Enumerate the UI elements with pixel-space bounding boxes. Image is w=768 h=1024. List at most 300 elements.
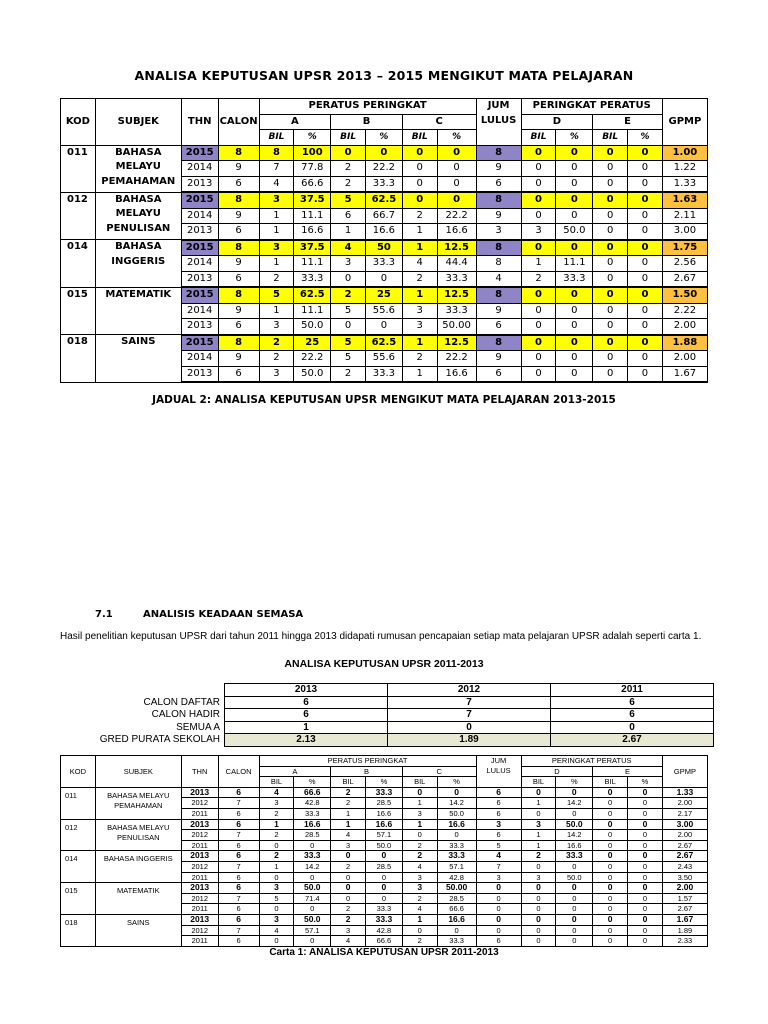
- gpmp-cell: 1.89: [662, 925, 707, 936]
- value-cell: 0: [437, 145, 476, 161]
- value-cell: 62.5: [365, 192, 402, 208]
- value-cell: 8: [218, 335, 259, 351]
- header-c: C: [402, 114, 476, 130]
- value-cell: 0: [556, 787, 593, 798]
- value-cell: 0: [521, 914, 556, 925]
- summary-year: 2013: [225, 684, 388, 697]
- value-cell: 0: [259, 872, 294, 883]
- value-cell: 14.2: [294, 861, 331, 872]
- value-cell: 0: [521, 787, 556, 798]
- header-bil: BIL: [331, 777, 366, 788]
- value-cell: 0: [593, 883, 628, 894]
- header-thn: THN: [181, 99, 218, 146]
- summary-row: [94, 709, 714, 722]
- value-cell: 66.6: [365, 936, 402, 947]
- value-cell: 0: [556, 925, 593, 936]
- value-cell: 2: [402, 351, 437, 367]
- table-row: [61, 819, 708, 830]
- gpmp-cell: 1.33: [662, 787, 707, 798]
- value-cell: 6: [476, 176, 521, 192]
- value-cell: 6: [331, 208, 366, 224]
- subject-name: BAHASA MELAYU PENULISAN: [95, 819, 181, 851]
- gpmp-cell: 2.00: [662, 883, 707, 894]
- value-cell: 5: [259, 893, 294, 904]
- value-cell: 0: [556, 145, 593, 161]
- value-cell: 0: [437, 176, 476, 192]
- header-row: [61, 99, 708, 115]
- year-cell: 2013: [181, 271, 218, 287]
- results-table-2011-2013: [60, 755, 708, 947]
- value-cell: 57.1: [294, 925, 331, 936]
- value-cell: 42.8: [294, 798, 331, 809]
- value-cell: 33.3: [365, 904, 402, 915]
- value-cell: 0: [521, 145, 556, 161]
- value-cell: 0: [365, 872, 402, 883]
- value-cell: 0: [593, 914, 628, 925]
- value-cell: 28.5: [365, 798, 402, 809]
- value-cell: 3: [259, 240, 294, 256]
- value-cell: 0: [259, 904, 294, 915]
- gpmp-cell: 1.57: [662, 893, 707, 904]
- value-cell: 0: [593, 840, 628, 851]
- value-cell: 0: [556, 936, 593, 947]
- value-cell: 66.6: [437, 904, 476, 915]
- subject-name: BAHASA INGGERIS: [95, 240, 181, 288]
- value-cell: 3: [259, 366, 294, 382]
- value-cell: 2: [402, 840, 437, 851]
- value-cell: 0: [628, 208, 663, 224]
- value-cell: 3: [259, 883, 294, 894]
- summary-value: 0: [388, 721, 551, 734]
- value-cell: 8: [259, 145, 294, 161]
- value-cell: 0: [628, 808, 663, 819]
- value-cell: 0: [365, 271, 402, 287]
- value-cell: 33.3: [437, 936, 476, 947]
- subject-code: 012: [61, 192, 96, 240]
- value-cell: 3: [331, 840, 366, 851]
- year-cell: 2015: [181, 145, 218, 161]
- gpmp-cell: 3.50: [662, 872, 707, 883]
- value-cell: 33.3: [294, 851, 331, 862]
- value-cell: 0: [628, 366, 663, 382]
- value-cell: 0: [556, 904, 593, 915]
- value-cell: 8: [476, 240, 521, 256]
- value-cell: 1: [331, 819, 366, 830]
- value-cell: 2: [402, 893, 437, 904]
- value-cell: 33.3: [437, 303, 476, 319]
- value-cell: 16.6: [294, 224, 331, 240]
- header-subjek: SUBJEK: [95, 756, 181, 788]
- value-cell: 8: [476, 287, 521, 303]
- value-cell: 0: [521, 925, 556, 936]
- value-cell: 9: [476, 161, 521, 177]
- value-cell: 0: [593, 808, 628, 819]
- gpmp-cell: 2.11: [662, 208, 707, 224]
- header-pct: %: [365, 777, 402, 788]
- value-cell: 0: [365, 319, 402, 335]
- value-cell: 66.6: [294, 787, 331, 798]
- results-table-2013-2015: [60, 98, 708, 383]
- gpmp-cell: 2.22: [662, 303, 707, 319]
- gpmp-cell: 1.22: [662, 161, 707, 177]
- value-cell: 0: [294, 872, 331, 883]
- value-cell: 9: [476, 303, 521, 319]
- gpmp-cell: 2.00: [662, 830, 707, 841]
- value-cell: 0: [556, 351, 593, 367]
- value-cell: 11.1: [294, 256, 331, 272]
- value-cell: 3: [402, 303, 437, 319]
- value-cell: 0: [331, 851, 366, 862]
- value-cell: 0: [556, 914, 593, 925]
- value-cell: 6: [218, 914, 259, 925]
- value-cell: 1: [331, 808, 366, 819]
- value-cell: 0: [331, 145, 366, 161]
- value-cell: 0: [628, 145, 663, 161]
- table-row: [61, 787, 708, 798]
- value-cell: 7: [218, 861, 259, 872]
- gpmp-cell: 1.75: [662, 240, 707, 256]
- value-cell: 0: [259, 936, 294, 947]
- header-pct: %: [628, 777, 663, 788]
- value-cell: 3: [402, 319, 437, 335]
- value-cell: 55.6: [365, 303, 402, 319]
- header-peratus-peringkat: PERATUS PERINGKAT: [259, 99, 476, 115]
- gpmp-cell: 2.00: [662, 319, 707, 335]
- value-cell: 5: [331, 192, 366, 208]
- year-cell: 2012: [181, 830, 218, 841]
- header-bil: BIL: [331, 130, 366, 146]
- value-cell: 1: [259, 819, 294, 830]
- gpmp-cell: 1.67: [662, 366, 707, 382]
- value-cell: 0: [521, 883, 556, 894]
- value-cell: 6: [476, 787, 521, 798]
- chart1-caption: Carta 1: ANALISA KEPUTUSAN UPSR 2011-2013: [269, 947, 499, 958]
- gpmp-cell: 2.43: [662, 861, 707, 872]
- value-cell: 28.5: [294, 830, 331, 841]
- year-cell: 2011: [181, 904, 218, 915]
- section-title: ANALISIS KEADAAN SEMASA: [143, 609, 304, 620]
- value-cell: 0: [521, 351, 556, 367]
- subject-name: BAHASA MELAYU PEMAHAMAN: [95, 145, 181, 192]
- value-cell: 0: [521, 319, 556, 335]
- summary-value: 2.13: [225, 734, 388, 747]
- value-cell: 50.00: [437, 319, 476, 335]
- subject-code: 014: [61, 240, 96, 288]
- value-cell: 2: [331, 904, 366, 915]
- value-cell: 6: [218, 883, 259, 894]
- value-cell: 6: [476, 366, 521, 382]
- value-cell: 3: [402, 808, 437, 819]
- value-cell: 0: [593, 271, 628, 287]
- value-cell: 0: [437, 787, 476, 798]
- subject-code: 011: [61, 145, 96, 192]
- value-cell: 33.3: [365, 787, 402, 798]
- year-cell: 2012: [181, 861, 218, 872]
- gpmp-cell: 2.56: [662, 256, 707, 272]
- value-cell: 1: [402, 224, 437, 240]
- value-cell: 0: [593, 819, 628, 830]
- table-row: [61, 883, 708, 894]
- year-cell: 2014: [181, 161, 218, 177]
- value-cell: 22.2: [437, 208, 476, 224]
- value-cell: 6: [218, 851, 259, 862]
- header-jum-lulus: [476, 99, 521, 146]
- value-cell: 2: [331, 366, 366, 382]
- value-cell: 0: [593, 224, 628, 240]
- gpmp-cell: 1.88: [662, 335, 707, 351]
- header-bil: BIL: [593, 777, 628, 788]
- value-cell: 0: [593, 904, 628, 915]
- value-cell: 0: [521, 808, 556, 819]
- value-cell: 0: [521, 335, 556, 351]
- gpmp-cell: 2.00: [662, 798, 707, 809]
- value-cell: 0: [628, 271, 663, 287]
- header-d: D: [521, 114, 593, 130]
- value-cell: 0: [521, 192, 556, 208]
- value-cell: 6: [218, 819, 259, 830]
- value-cell: 0: [521, 240, 556, 256]
- year-cell: 2011: [181, 808, 218, 819]
- year-cell: 2015: [181, 192, 218, 208]
- value-cell: 1: [259, 303, 294, 319]
- header-bil: BIL: [521, 130, 556, 146]
- value-cell: 3: [476, 224, 521, 240]
- value-cell: 33.3: [365, 366, 402, 382]
- value-cell: 0: [437, 830, 476, 841]
- header-e: E: [593, 114, 663, 130]
- header-jum: JUM: [490, 756, 507, 765]
- year-cell: 2013: [181, 366, 218, 382]
- value-cell: 0: [628, 925, 663, 936]
- value-cell: 57.1: [365, 830, 402, 841]
- gpmp-cell: 2.67: [662, 904, 707, 915]
- value-cell: 0: [556, 303, 593, 319]
- value-cell: 0: [628, 287, 663, 303]
- value-cell: 0: [628, 861, 663, 872]
- value-cell: 2: [331, 798, 366, 809]
- value-cell: 1: [521, 840, 556, 851]
- value-cell: 3: [259, 319, 294, 335]
- value-cell: 3: [331, 925, 366, 936]
- value-cell: 0: [593, 351, 628, 367]
- value-cell: 44.4: [437, 256, 476, 272]
- subject-name: MATEMATIK: [95, 883, 181, 915]
- header-pct: %: [556, 130, 593, 146]
- value-cell: 8: [218, 145, 259, 161]
- table-row: [61, 914, 708, 925]
- value-cell: 6: [476, 319, 521, 335]
- value-cell: 22.2: [365, 161, 402, 177]
- value-cell: 0: [402, 161, 437, 177]
- value-cell: 22.2: [294, 351, 331, 367]
- value-cell: 2: [331, 287, 366, 303]
- value-cell: 2: [331, 861, 366, 872]
- value-cell: 0: [476, 883, 521, 894]
- gpmp-cell: 2.67: [662, 271, 707, 287]
- value-cell: 57.1: [437, 861, 476, 872]
- value-cell: 6: [218, 904, 259, 915]
- value-cell: 62.5: [294, 287, 331, 303]
- value-cell: 1: [402, 914, 437, 925]
- value-cell: 0: [593, 240, 628, 256]
- value-cell: 0: [556, 883, 593, 894]
- header-bil: BIL: [593, 130, 628, 146]
- value-cell: 0: [628, 798, 663, 809]
- header-calon: CALON: [218, 99, 259, 146]
- value-cell: 0: [593, 319, 628, 335]
- subject-code: 011: [61, 787, 96, 819]
- value-cell: 2: [259, 351, 294, 367]
- year-cell: 2014: [181, 256, 218, 272]
- year-cell: 2012: [181, 798, 218, 809]
- value-cell: 6: [218, 936, 259, 947]
- header-gpmp: GPMP: [662, 756, 707, 788]
- table-row: [61, 240, 708, 256]
- value-cell: 1: [402, 819, 437, 830]
- value-cell: 4: [402, 256, 437, 272]
- value-cell: 0: [593, 303, 628, 319]
- value-cell: 0: [593, 145, 628, 161]
- value-cell: 50.0: [294, 319, 331, 335]
- value-cell: 8: [476, 256, 521, 272]
- year-cell: 2013: [181, 224, 218, 240]
- value-cell: 0: [521, 287, 556, 303]
- value-cell: 0: [593, 830, 628, 841]
- value-cell: 0: [593, 192, 628, 208]
- value-cell: 0: [628, 335, 663, 351]
- value-cell: 6: [476, 798, 521, 809]
- value-cell: 1: [259, 224, 294, 240]
- value-cell: 7: [476, 861, 521, 872]
- value-cell: 0: [593, 798, 628, 809]
- value-cell: 0: [556, 366, 593, 382]
- value-cell: 2: [402, 208, 437, 224]
- value-cell: 0: [437, 925, 476, 936]
- value-cell: 9: [218, 208, 259, 224]
- header-calon: CALON: [218, 756, 259, 788]
- value-cell: 0: [521, 303, 556, 319]
- value-cell: 25: [294, 335, 331, 351]
- value-cell: 33.3: [437, 851, 476, 862]
- value-cell: 9: [218, 303, 259, 319]
- value-cell: 8: [218, 192, 259, 208]
- value-cell: 12.5: [437, 240, 476, 256]
- value-cell: 1: [259, 208, 294, 224]
- value-cell: 7: [218, 830, 259, 841]
- year-cell: 2013: [181, 883, 218, 894]
- gpmp-cell: 1.00: [662, 145, 707, 161]
- value-cell: 0: [628, 914, 663, 925]
- value-cell: 0: [556, 335, 593, 351]
- value-cell: 2: [331, 161, 366, 177]
- summary-year: 2012: [388, 684, 551, 697]
- value-cell: 3: [259, 798, 294, 809]
- gpmp-cell: 1.63: [662, 192, 707, 208]
- value-cell: 3: [259, 914, 294, 925]
- value-cell: 6: [218, 808, 259, 819]
- gpmp-cell: 1.50: [662, 287, 707, 303]
- value-cell: 0: [593, 872, 628, 883]
- value-cell: 4: [331, 936, 366, 947]
- value-cell: 2: [259, 335, 294, 351]
- value-cell: 33.3: [556, 271, 593, 287]
- value-cell: 16.6: [437, 914, 476, 925]
- value-cell: 62.5: [365, 335, 402, 351]
- value-cell: 16.6: [437, 819, 476, 830]
- table-row: [61, 287, 708, 303]
- value-cell: 3: [521, 872, 556, 883]
- value-cell: 33.3: [294, 808, 331, 819]
- summary-label: CALON HADIR: [151, 709, 220, 720]
- value-cell: 0: [628, 176, 663, 192]
- subject-name: BAHASA MELAYU PEMAHAMAN: [95, 787, 181, 819]
- value-cell: 50.0: [556, 872, 593, 883]
- value-cell: 6: [476, 808, 521, 819]
- year-cell: 2013: [181, 851, 218, 862]
- value-cell: 7: [218, 798, 259, 809]
- value-cell: 33.3: [437, 271, 476, 287]
- value-cell: 0: [628, 240, 663, 256]
- value-cell: 0: [628, 787, 663, 798]
- subject-name: SAINS: [95, 914, 181, 946]
- value-cell: 1: [402, 335, 437, 351]
- value-cell: 6: [218, 872, 259, 883]
- header-thn: THN: [181, 756, 218, 788]
- summary-value: 6: [551, 709, 714, 722]
- value-cell: 1: [521, 256, 556, 272]
- value-cell: 3: [259, 192, 294, 208]
- table1-caption: JADUAL 2: ANALISA KEPUTUSAN UPSR MENGIKUT MATA PELAJARAN 2013-2015: [152, 394, 616, 406]
- summary-corner: [94, 684, 225, 697]
- value-cell: 0: [628, 883, 663, 894]
- year-cell: 2012: [181, 893, 218, 904]
- header-a: A: [259, 114, 331, 130]
- value-cell: 7: [218, 893, 259, 904]
- value-cell: 1: [402, 287, 437, 303]
- subject-name: BAHASA INGGERIS: [95, 851, 181, 883]
- value-cell: 5: [331, 303, 366, 319]
- summary-row: [94, 734, 714, 747]
- value-cell: 71.4: [294, 893, 331, 904]
- gpmp-cell: 2.00: [662, 351, 707, 367]
- value-cell: 4: [259, 787, 294, 798]
- value-cell: 0: [593, 851, 628, 862]
- header-c: C: [402, 766, 476, 777]
- value-cell: 6: [476, 830, 521, 841]
- value-cell: 0: [365, 851, 402, 862]
- value-cell: 16.6: [365, 819, 402, 830]
- value-cell: 50.0: [294, 914, 331, 925]
- value-cell: 0: [593, 787, 628, 798]
- value-cell: 33.3: [556, 851, 593, 862]
- value-cell: 0: [294, 904, 331, 915]
- header-lulus: LULUS: [480, 114, 517, 126]
- value-cell: 6: [476, 936, 521, 947]
- value-cell: 3: [331, 256, 366, 272]
- summary-title: ANALISA KEPUTUSAN UPSR 2011-2013: [284, 658, 484, 670]
- section-paragraph: Hasil penelitian keputusan UPSR dari tahun 2011 hingga 2013 didapati rumusan pencapaian setiap mata pelajaran UPSR adalah seperti carta 1.: [60, 631, 702, 642]
- header-bil: BIL: [402, 777, 437, 788]
- value-cell: 4: [259, 925, 294, 936]
- value-cell: 4: [331, 240, 366, 256]
- value-cell: 33.3: [365, 256, 402, 272]
- value-cell: 3: [476, 819, 521, 830]
- value-cell: 16.6: [437, 366, 476, 382]
- value-cell: 0: [437, 161, 476, 177]
- value-cell: 11.1: [294, 208, 331, 224]
- value-cell: 1: [521, 830, 556, 841]
- value-cell: 6: [218, 319, 259, 335]
